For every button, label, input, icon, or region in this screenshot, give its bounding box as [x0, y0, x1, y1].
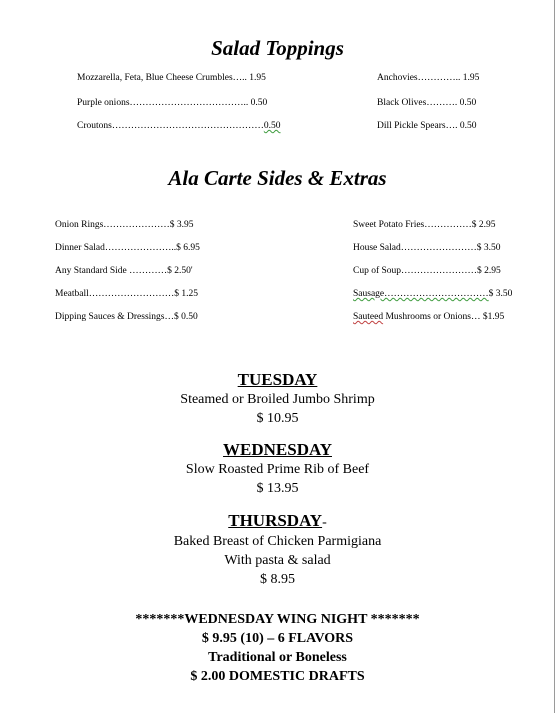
promo-line-2: $ 9.95 (10) – 6 FLAVORS	[201, 631, 354, 646]
special-day-title: THURSDAY	[228, 511, 323, 530]
salad-topping-left-3-price: 0.50	[263, 121, 281, 131]
ala-carte-left-2: Dinner Salad…………………..$ 6.95	[55, 243, 200, 253]
salad-topping-right-2: Black Olives………. 0.50	[377, 98, 477, 108]
ala-carte-left-4: Meatball………………………$ 1.25	[55, 289, 199, 299]
ala-carte-right-5	[353, 311, 504, 323]
ala-carte-right-4-label: Sausage……………………………	[353, 289, 489, 299]
salad-topping-left-3-label: Croutons…………………………………………	[77, 121, 264, 131]
ala-carte-right-3: Cup of Soup……………………$ 2.95	[353, 266, 501, 276]
promo-line-3: Traditional or Boneless	[208, 650, 347, 665]
ala-carte-left-1: Onion Rings…………………$ 3.95	[55, 220, 194, 230]
salad-topping-left-2: Purple onions……………………………….. 0.50	[77, 98, 268, 108]
special-price: $ 10.95	[256, 411, 299, 426]
ala-carte-heading: Ala Carte Sides & Extras	[168, 166, 387, 190]
salad-topping-left-1: Mozzarella, Feta, Blue Cheese Crumbles….. 1.95	[77, 73, 266, 83]
special-wednesday	[0, 440, 555, 498]
ala-carte-right-5-word: Sauteed	[353, 312, 384, 322]
salad-topping-right-1: Anchovies………….. 1.95	[377, 73, 480, 83]
promo-line-1: *******WEDNESDAY WING NIGHT *******	[135, 612, 420, 627]
salad-toppings-heading: Salad Toppings	[211, 36, 344, 60]
ala-carte-left-5: Dipping Sauces & Dressings…$ 0.50	[55, 312, 198, 322]
special-day-row	[0, 511, 555, 532]
special-line: Steamed or Broiled Jumbo Shrimp	[180, 392, 375, 407]
special-price: $ 8.95	[260, 572, 295, 587]
ala-carte-left-3: Any Standard Side …………$ 2.50'	[55, 266, 193, 276]
special-day-title: WEDNESDAY	[223, 440, 332, 459]
ala-carte-right-4	[353, 288, 512, 300]
special-day-title: TUESDAY	[237, 370, 318, 389]
ala-carte-right-5-price: … $1.95	[470, 312, 505, 322]
ala-carte-right-1: Sweet Potato Fries……………$ 2.95	[353, 220, 496, 230]
salad-topping-left-3	[77, 120, 280, 132]
ala-carte-right-2: House Salad……………………$ 3.50	[353, 243, 501, 253]
special-price: $ 13.95	[256, 481, 299, 496]
salad-topping-right-3: Dill Pickle Spears…. 0.50	[377, 121, 477, 131]
ala-carte-right-5-label: Mushrooms or Onions	[383, 312, 471, 322]
wing-night-promo	[0, 610, 555, 686]
special-tuesday	[0, 370, 555, 428]
special-day-suffix: -	[322, 515, 327, 530]
special-line: Baked Breast of Chicken Parmigiana	[173, 534, 382, 549]
special-thursday	[0, 511, 555, 589]
special-line: Slow Roasted Prime Rib of Beef	[185, 462, 370, 477]
ala-carte-right-4-price: $ 3.50	[488, 289, 513, 299]
special-line: With pasta & salad	[224, 553, 331, 568]
promo-line-4: $ 2.00 DOMESTIC DRAFTS	[190, 669, 365, 684]
